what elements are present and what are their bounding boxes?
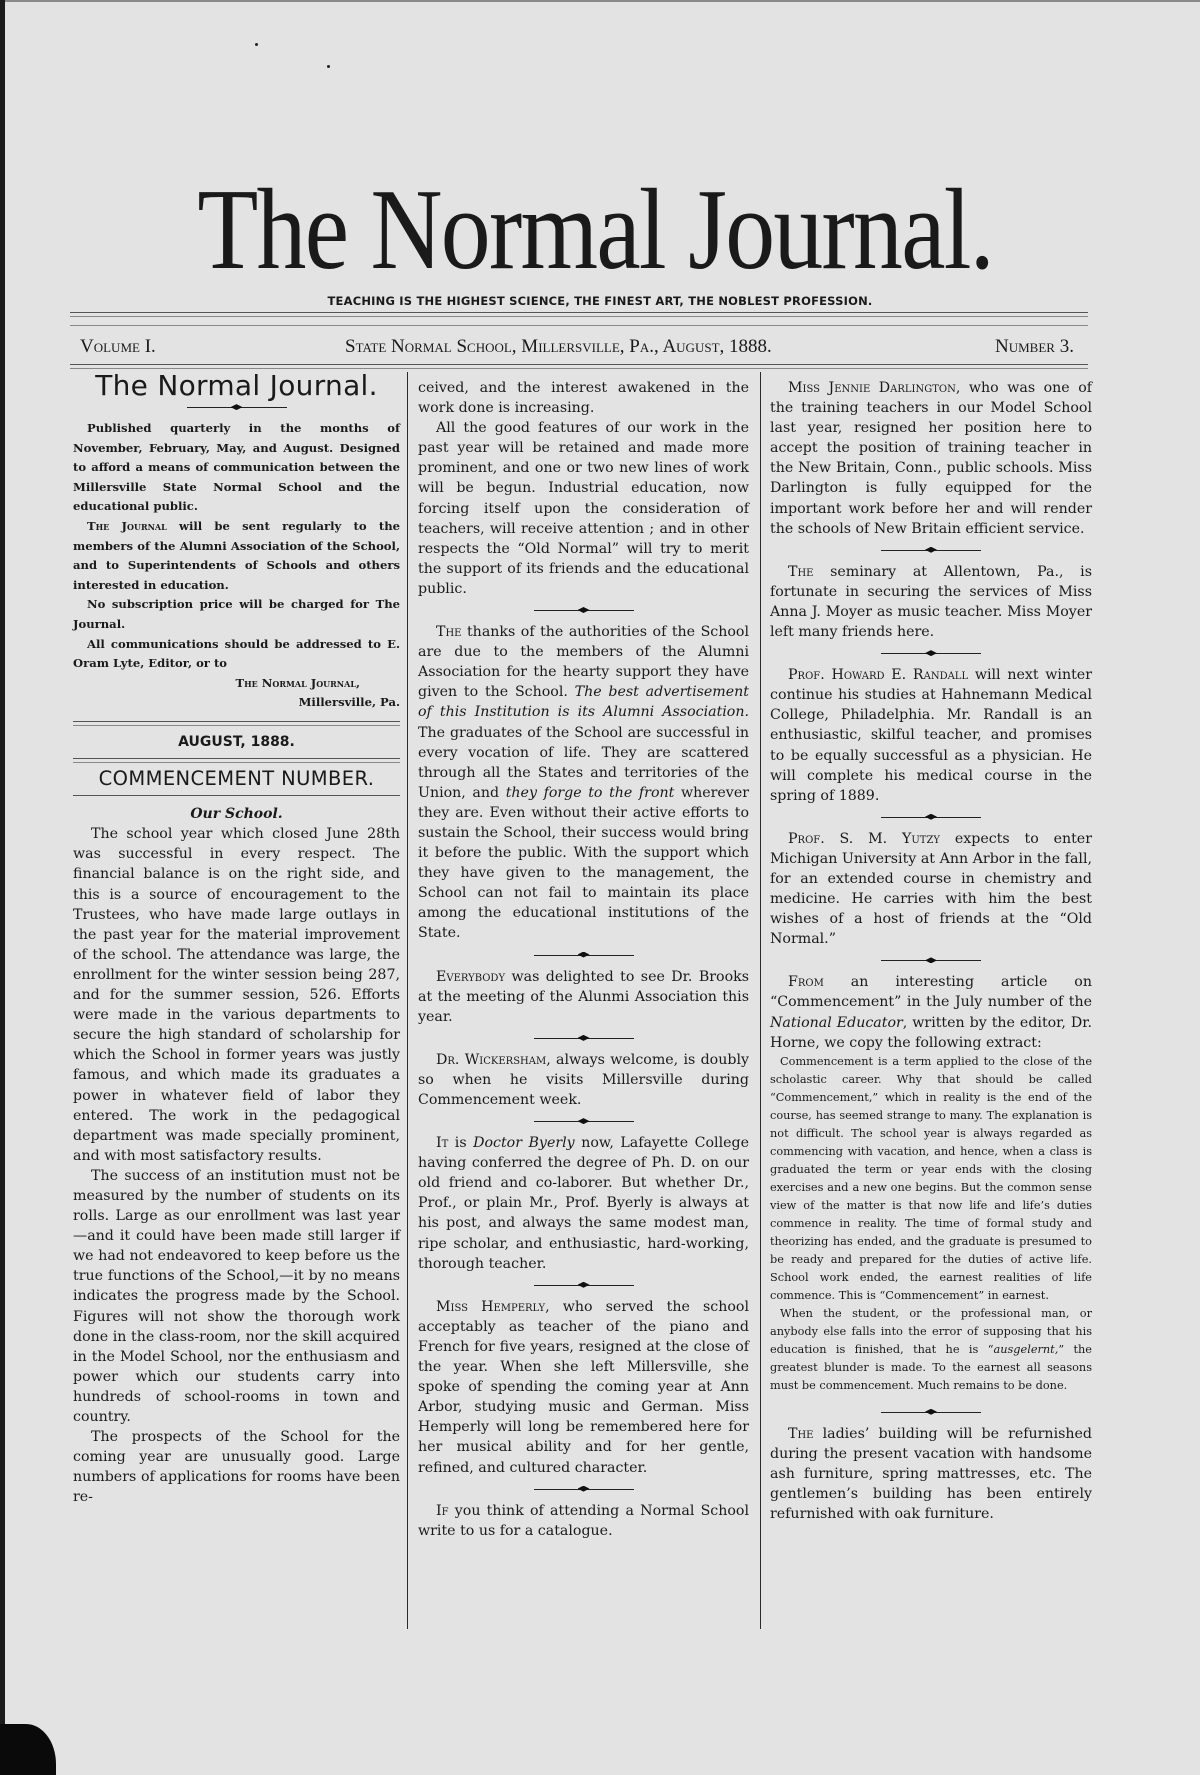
article-paragraph: ceived, and the interest awakened in the work done is increasing. — [418, 380, 749, 417]
column-1 — [73, 369, 400, 1507]
section-title: Our School. — [190, 806, 283, 823]
article-catalogue: If you think of attending a Normal School write to us for a catalogue. — [418, 1502, 749, 1539]
ornament-divider — [881, 1409, 981, 1415]
volume-label: Volume I. — [80, 336, 156, 357]
extract-paragraph: Commencement is a term applied to the close of the scholastic career. Why that should be called “Commencement,” which in reality is the end of the course, has seemed strange to many. The explanation is not difficult. The school year is always regarded as commencing with vacation, and hence, when a class is graduated the term or year ends with the closing exercises and a new one begins. But the common sense view of the matter is that now life and life’s duties commence in reality. The time of formal study and theorizing has ended, and the graduate is presumed to be ready and prepared for the duties of active life. School work ended, the earnest realities of life commence. This is “Commencement” in earnest. — [770, 1054, 1092, 1302]
address-line: The Normal Journal, — [235, 675, 360, 690]
ornament-divider — [881, 547, 981, 553]
article-paragraph: The school year which closed June 28th was successful in every respect. The financial balance is on the right side, and this is a source of encouragement to the Trustees, who have made large outlays in the past year for the material improvement of the school. The attendance was large, the enrollment for the winter session being 287, and for the summer session, 526. Efforts were made in the various departments to secure the high standard of scholarship for which the School in former years was justly famous, and which made its graduates a power in whatever field of labor they entered. The work in the pedagogical department was made specially prominent, and with most satisfactory results. — [73, 826, 400, 1164]
info-paragraph: No subscription price will be charged for The Journal. — [73, 597, 400, 632]
ornament-divider — [534, 607, 634, 613]
info-paragraph: Published quarterly in the months of November, February, May, and August. Designed to afford a means of communication between the Millersville State Normal School and the educational public. — [73, 421, 400, 514]
ornament-divider — [881, 650, 981, 656]
place-date-label: State Normal School, Millersville, Pa., August, 1888. — [345, 336, 772, 357]
issue-date: AUGUST, 1888. — [178, 734, 295, 750]
ornament-divider — [534, 952, 634, 958]
ornament-divider — [881, 957, 981, 963]
article-everybody: Everybody was delighted to see Dr. Brooks at the meeting of the Alunmi Association this year. — [418, 968, 749, 1025]
ornament-divider — [534, 1282, 634, 1288]
article-paragraph: The prospects of the School for the coming year are unusually good. Large numbers of applications for rooms have been re- — [73, 1429, 400, 1506]
ornament-divider — [881, 814, 981, 820]
article-thanks: The thanks of the authorities of the School are due to the members of the Alumni Association for the hearty support they have given to the School. The best advertisement of this Institution is its Alumni Association. The graduates of the School are successful in every vocation of life. They are scattered through all the States and territories of the Union, and they forge to the front wherever they are. Even without their active efforts to sustain the School, their success would bring it before the public. With the support which they have given to the management, the School can not fail to maintain its place among the educational institutions of the State. — [418, 624, 749, 942]
ornament-divider — [534, 1118, 634, 1124]
scan-left-edge — [0, 0, 5, 1775]
scan-speck — [327, 65, 330, 68]
info-paragraph: All communications should be addressed to E. Oram Lyte, Editor, or to — [73, 636, 400, 671]
scan-top-edge — [0, 0, 1200, 2]
extract-paragraph: When the student, or the professional man, or anybody else falls into the error of supposing that his education is finished, that he is “ausgelernt,” the greatest blunder is made. To the earnest all seasons must be commencement. Much remains to be done. — [770, 1306, 1092, 1392]
info-paragraph: The Journal will be sent regularly to the members of the Alumni Association of the School, and to Superintendents of Schools and others interested in education. — [73, 519, 400, 592]
article-paragraph: All the good features of our work in the past year will be retained and made more prominent, and one or two new lines of work will be begun. Industrial education, now forcing itself upon the consideration of teachers, will receive attention ; and in other respects the “Old Normal” will try to merit the support of its friends and the educational public. — [418, 420, 749, 597]
column-2 — [418, 378, 749, 1541]
article-from-article: From an interesting article on “Commencement” in the July number of the National Educator, written by the editor, Dr. Horne, we copy the following extract: — [770, 974, 1092, 1051]
scan-blot — [0, 1724, 56, 1775]
header-rule — [70, 312, 1088, 313]
scan-speck — [255, 43, 258, 46]
article-randall: Prof. Howard E. Randall will next winter continue his studies at Hahnemann Medical College, Philadelphia. Mr. Randall is an enthusiastic, skilful teacher, and promises to be equally successful as a physician. He will complete his medical course in the spring of 1889. — [770, 667, 1092, 804]
article-seminary: The seminary at Allentown, Pa., is fortunate in securing the services of Miss Anna J. Moyer as music teacher. Miss Moyer left many friends here. — [770, 563, 1092, 641]
ornament-divider — [534, 1486, 634, 1492]
article-hemperly: Miss Hemperly, who served the school acceptably as teacher of the piano and French for five years, resigned at the close of the year. When she left Millersville, she spoke of spending the coming year at Ann Arbor, studying music and German. Miss Hemperly will long be remembered here for her musical ability and for her gentle, refined, and cultured character. — [418, 1298, 749, 1476]
issue-title: COMMENCEMENT NUMBER. — [98, 767, 375, 791]
header-rule — [70, 316, 1088, 317]
article-ladies-building: The ladies’ building will be refurnished during the present vacation with handsome ash furniture, spring mattresses, etc. The gentlemen’s building has been entirely refurnished with oak furniture. — [770, 1425, 1092, 1523]
address-line: Millersville, Pa. — [298, 695, 400, 710]
article-yutzy: Prof. S. M. Yutzy expects to enter Michigan University at Ann Arbor in the fall, for an extended course in chemistry and medicine. He carries with him the best wishes of a host of friends at the “Old Normal.” — [770, 830, 1092, 948]
masthead-title: The Normal Journal. — [197, 166, 993, 294]
ornament-divider — [187, 404, 287, 410]
column-3 — [770, 378, 1092, 1524]
article-darlington: Miss Jennie Darlington, who was one of the training teachers in our Model School last year, resigned her position here to accept the position of training teacher in the New Britain, Conn., public schools. Miss Darlington is fully equipped for the important work before her and will render the schools of New Britain efficient service. — [770, 380, 1092, 537]
number-label: Number 3. — [995, 336, 1074, 357]
extract-quote — [770, 1053, 1092, 1395]
column-divider — [760, 372, 761, 1629]
article-byerly: It is Doctor Byerly now, Lafayette College having conferred the degree of Ph. D. on our old friend and co-laborer. But whether Dr., Prof., or plain Mr., Prof. Byerly is always at his post, and always the same modest man, ripe scholar, and enthusiastic, hard-working, thorough teacher. — [418, 1135, 749, 1272]
column-divider — [407, 372, 408, 1629]
header-rule — [70, 325, 1088, 326]
dateline-rule — [70, 364, 1088, 365]
masthead-motto: TEACHING IS THE HIGHEST SCIENCE, THE FINEST ART, THE NOBLEST PROFESSION. — [327, 294, 873, 308]
article-wickersham: Dr. Wickersham, always welcome, is doubly so when he visits Millersville during Commencement week. — [418, 1051, 749, 1108]
ornament-divider — [534, 1035, 634, 1041]
article-paragraph: The success of an institution must not be measured by the number of students on its rolls. Large as our enrollment was last year—and it could have been made still larger if we had not endeavored to keep before us the true functions of the School,—it by no means indicates the progress made by the School. Figures will not show the thorough work done in the class-room, nor the skill acquired in the Model School, nor the enthusiasm and power which our students carry into hundreds of school-rooms in town and country. — [73, 1167, 400, 1425]
info-box-title: The Normal Journal. — [95, 369, 378, 402]
info-box — [73, 419, 400, 713]
